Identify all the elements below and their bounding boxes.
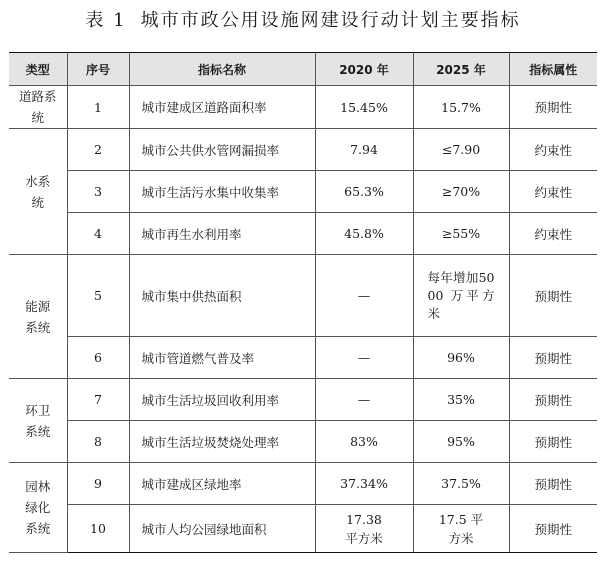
row-index: 3 [67, 171, 129, 213]
table-row [9, 337, 597, 379]
row-2025-value: ≥70% [413, 171, 509, 213]
table-header-row [9, 53, 597, 86]
table-row [9, 255, 597, 337]
row-attribute: 约束性 [509, 171, 597, 213]
header-attribute: 指标属性 [509, 53, 597, 86]
table-row [9, 171, 597, 213]
row-index: 2 [67, 129, 129, 171]
row-attribute: 约束性 [509, 129, 597, 171]
row-index: 4 [67, 213, 129, 255]
row-2025-value: 15.7% [413, 86, 509, 129]
row-attribute: 预期性 [509, 337, 597, 379]
table-row [9, 505, 597, 553]
row-indicator-name: 城市生活垃圾焚烧处理率 [129, 421, 315, 463]
table-row [9, 379, 597, 421]
row-indicator-name: 城市生活垃圾回收利用率 [129, 379, 315, 421]
row-2020-value: 17.38 平方米 [315, 505, 413, 553]
category-road: 道路系统 [9, 86, 67, 129]
row-2020-value: 7.94 [315, 129, 413, 171]
row-indicator-name: 城市人均公园绿地面积 [129, 505, 315, 553]
row-2020-value: 37.34% [315, 463, 413, 505]
row-2020-value: — [315, 255, 413, 337]
category-sanitation: 环卫系统 [9, 379, 67, 463]
table-row [9, 463, 597, 505]
row-2025-value: ≥55% [413, 213, 509, 255]
row-index: 9 [67, 463, 129, 505]
row-attribute: 预期性 [509, 86, 597, 129]
row-2025-value: ≤7.90 [413, 129, 509, 171]
table-row [9, 86, 597, 129]
row-attribute: 约束性 [509, 213, 597, 255]
table-title: 城市市政公用设施网建设行动计划主要指标 [140, 10, 521, 31]
table-row [9, 129, 597, 171]
row-2025-value: 35% [413, 379, 509, 421]
row-2020-value: 83% [315, 421, 413, 463]
row-attribute: 预期性 [509, 463, 597, 505]
row-indicator-name: 城市公共供水管网漏损率 [129, 129, 315, 171]
row-indicator-name: 城市生活污水集中收集率 [129, 171, 315, 213]
category-energy: 能源系统 [9, 255, 67, 379]
table-caption [0, 6, 606, 32]
row-2025-value: 每年增加5000 万平方米 [413, 255, 509, 337]
row-index: 5 [67, 255, 129, 337]
header-indicator-name: 指标名称 [129, 53, 315, 86]
row-index: 1 [67, 86, 129, 129]
category-water: 水系统 [9, 129, 67, 255]
row-2020-value: 65.3% [315, 171, 413, 213]
row-index: 10 [67, 505, 129, 553]
header-index: 序号 [67, 53, 129, 86]
row-indicator-name: 城市集中供热面积 [129, 255, 315, 337]
header-2020: 2020 年 [315, 53, 413, 86]
row-indicator-name: 城市再生水利用率 [129, 213, 315, 255]
row-attribute: 预期性 [509, 421, 597, 463]
row-attribute: 预期性 [509, 255, 597, 337]
header-2025: 2025 年 [413, 53, 509, 86]
header-type: 类型 [9, 53, 67, 86]
row-indicator-name: 城市管道燃气普及率 [129, 337, 315, 379]
row-index: 8 [67, 421, 129, 463]
category-greening: 园林绿化系统 [9, 463, 67, 553]
indicator-table [9, 52, 597, 553]
row-index: 7 [67, 379, 129, 421]
row-indicator-name: 城市建成区绿地率 [129, 463, 315, 505]
table-number: 表 1 [85, 10, 127, 31]
row-2025-value: 17.5 平方米 [413, 505, 509, 553]
row-2020-value: 45.8% [315, 213, 413, 255]
row-2025-value: 96% [413, 337, 509, 379]
row-attribute: 预期性 [509, 379, 597, 421]
row-attribute: 预期性 [509, 505, 597, 553]
row-2025-value: 37.5% [413, 463, 509, 505]
table-row [9, 213, 597, 255]
row-2020-value: 15.45% [315, 86, 413, 129]
row-indicator-name: 城市建成区道路面积率 [129, 86, 315, 129]
row-2020-value: — [315, 379, 413, 421]
row-2025-value: 95% [413, 421, 509, 463]
row-index: 6 [67, 337, 129, 379]
row-2020-value: — [315, 337, 413, 379]
table-row [9, 421, 597, 463]
